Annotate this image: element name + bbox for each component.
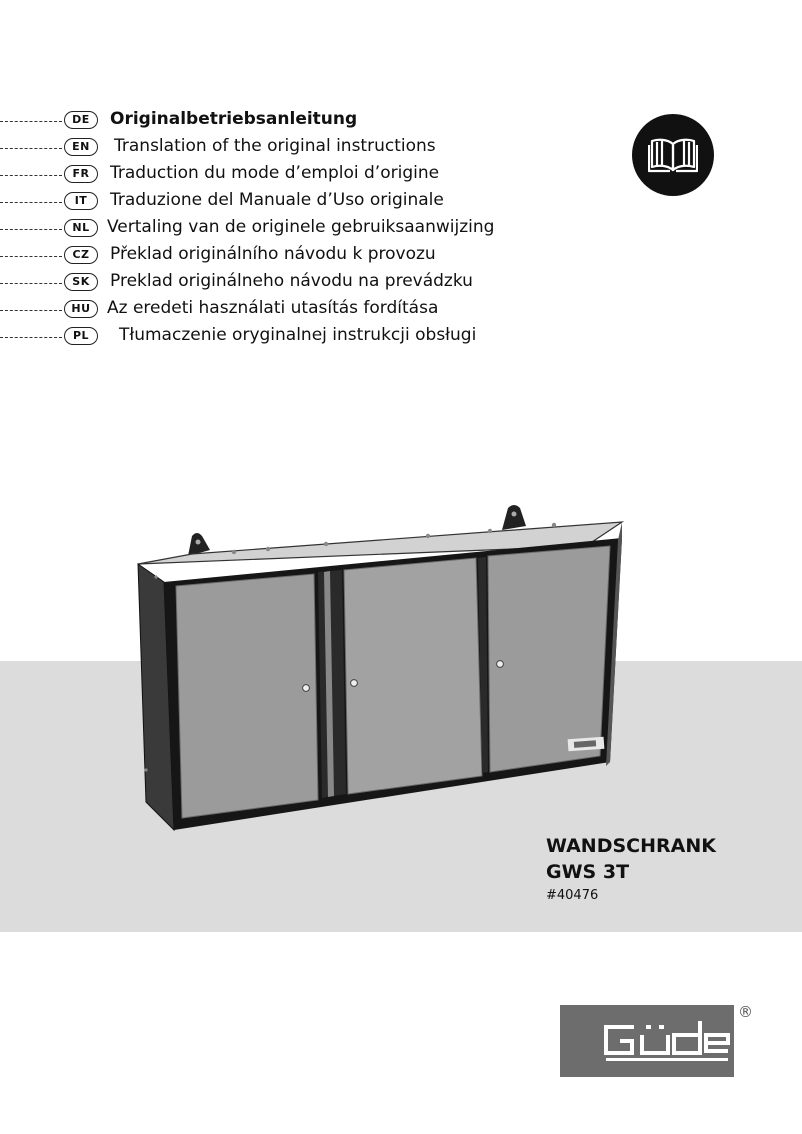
leader-line: [0, 229, 62, 230]
language-title: Tłumaczenie oryginalnej instrukcji obsługi: [119, 325, 477, 345]
language-row-sk: [0, 270, 520, 297]
read-manual-badge: [632, 114, 714, 196]
registered-mark: ®: [738, 1003, 753, 1021]
wall-cabinet-image: [130, 500, 630, 835]
product-number: #40476: [546, 888, 599, 903]
language-row-hu: [0, 297, 520, 324]
language-row-en: [0, 135, 520, 162]
product-title: WANDSCHRANK: [546, 835, 716, 857]
leader-line: [0, 121, 62, 122]
leader-line: [0, 202, 62, 203]
leader-line: [0, 337, 62, 338]
language-row-nl: [0, 216, 520, 243]
language-code-badge: HU: [64, 300, 98, 318]
product-illustration: [130, 500, 630, 839]
brand-logo: [560, 1005, 734, 1077]
language-title: Translation of the original instructions: [114, 136, 436, 156]
language-code-badge: IT: [64, 192, 98, 210]
language-list: [0, 108, 520, 351]
language-row-de: [0, 108, 520, 135]
product-model: GWS 3T: [546, 861, 630, 883]
language-code-badge: CZ: [64, 246, 98, 264]
language-title: Vertaling van de originele gebruiksaanwijzing: [107, 217, 495, 237]
language-row-pl: [0, 324, 520, 351]
language-row-fr: [0, 162, 520, 189]
language-title: Preklad originálneho návodu na prevádzku: [110, 271, 473, 291]
gude-wordmark: [560, 1005, 734, 1077]
language-code-badge: NL: [64, 219, 98, 237]
leader-line: [0, 175, 62, 176]
language-code-badge: EN: [64, 138, 98, 156]
language-title: Traduction du mode d’emploi d’origine: [110, 163, 440, 183]
language-row-it: [0, 189, 520, 216]
language-code-badge: PL: [64, 327, 98, 345]
language-title: Originalbetriebsanleitung: [110, 109, 358, 129]
language-title: Překlad originálního návodu k provozu: [110, 244, 436, 264]
language-row-cz: [0, 243, 520, 270]
leader-line: [0, 256, 62, 257]
language-code-badge: DE: [64, 111, 98, 129]
open-book-icon: [648, 136, 698, 174]
leader-line: [0, 310, 62, 311]
language-title: Az eredeti használati utasítás fordítása: [107, 298, 439, 318]
language-title: Traduzione del Manuale d’Uso originale: [110, 190, 444, 210]
language-code-badge: FR: [64, 165, 98, 183]
leader-line: [0, 283, 62, 284]
language-code-badge: SK: [64, 273, 98, 291]
leader-line: [0, 148, 62, 149]
